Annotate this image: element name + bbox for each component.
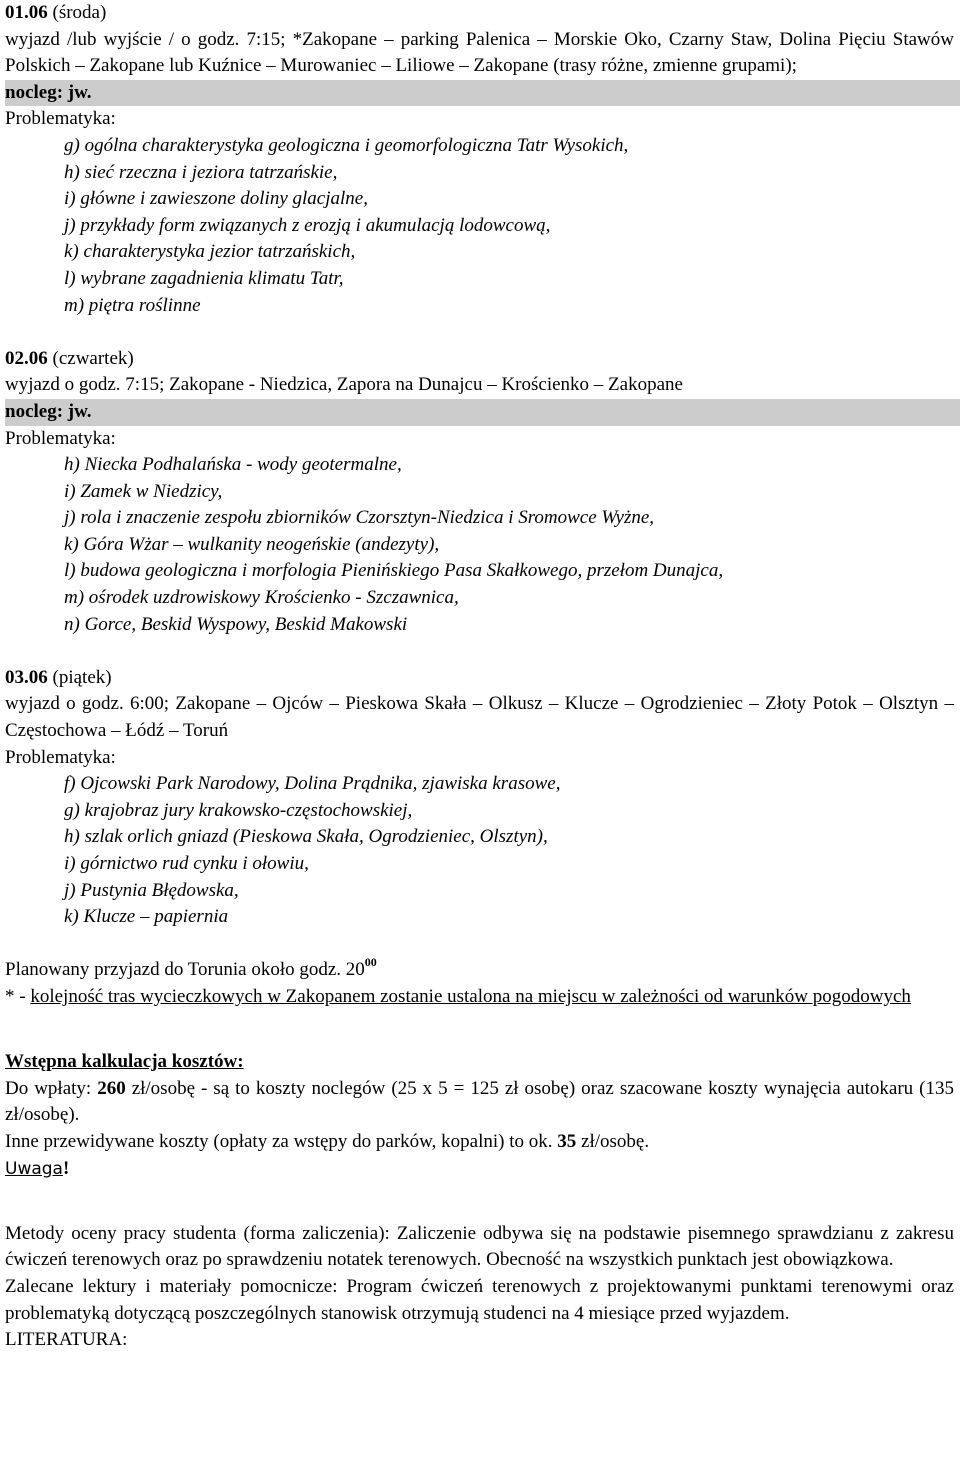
day1-topic-list bbox=[5, 133, 954, 319]
day1-date bbox=[5, 0, 954, 27]
assessment-methods-paragraph: Metody oceny pracy studenta (forma zaliczenia): Zaliczenie odbywa się na podstawie pisemnego sprawdzianu z zakresu ćwiczeń terenowych oraz po sprawdzeniu notatek terenowych. Obecność na wszystkich punktach jest obowiązkowa. bbox=[5, 1222, 954, 1271]
spacer bbox=[5, 1011, 954, 1038]
day1-date-weekday: (środa) bbox=[52, 2, 107, 23]
list-item: h) Niecka Podhalańska - wody geotermalne, bbox=[64, 454, 402, 476]
list-item: k) charakterystyka jezior tatrzańskich, bbox=[64, 241, 356, 263]
list-item: j) rola i znaczenie zespołu zbiorników Czorsztyn-Niedzica i Sromowce Wyżne, bbox=[64, 507, 655, 529]
list-item: m) piętra roślinne bbox=[64, 294, 201, 316]
spacer bbox=[5, 931, 954, 958]
day3-date-number: 03.06 bbox=[5, 666, 48, 688]
list-item: m) ośrodek uzdrowiskowy Krościenko - Szczawnica, bbox=[64, 587, 459, 609]
list-item: h) sieć rzeczna i jeziora tatrzańskie, bbox=[64, 161, 338, 183]
list-item: l) budowa geologiczna i morfologia Pienińskiego Pasa Skałkowego, przełom Dunajca, bbox=[64, 560, 724, 582]
uwaga-exclamation: ! bbox=[62, 1157, 70, 1179]
arrival-time-superscript: 00 bbox=[364, 955, 377, 970]
other-costs-line bbox=[5, 1129, 954, 1156]
literatura-heading: LITERATURA: bbox=[5, 1329, 128, 1351]
list-item: i) Zamek w Niedzicy, bbox=[64, 480, 223, 502]
day1-problematyka-label: Problematyka: bbox=[5, 108, 116, 130]
day2-date-weekday: (czwartek) bbox=[52, 347, 134, 369]
arrival-text: Planowany przyjazd do Torunia około godz. 20 bbox=[5, 959, 365, 981]
list-item: h) szlak orlich gniazd (Pieskowa Skała, Ogrodzieniec, Olsztyn), bbox=[64, 826, 548, 848]
route-order-footnote bbox=[5, 984, 954, 1011]
day2-problematyka-label: Problematyka: bbox=[5, 427, 116, 449]
list-item: l) wybrane zagadnienia klimatu Tatr, bbox=[64, 267, 344, 289]
spacer bbox=[5, 1182, 954, 1209]
other-costs-amount: 35 bbox=[557, 1130, 577, 1152]
list-item: g) ogólna charakterystyka geologiczna i geomorfologiczna Tatr Wysokich, bbox=[64, 134, 629, 156]
costs-heading bbox=[5, 1049, 954, 1076]
list-item: k) Klucze – papiernia bbox=[64, 906, 229, 928]
day2-date bbox=[5, 346, 954, 373]
day2-topic-list bbox=[5, 452, 954, 638]
spacer bbox=[5, 1037, 954, 1049]
list-item: g) krajobraz jury krakowsko-częstochowskiej, bbox=[64, 799, 413, 821]
day3-date bbox=[5, 665, 954, 692]
list-item: k) Góra Wżar – wulkanity neogeńskie (andezyty), bbox=[64, 533, 440, 555]
day3-departure: wyjazd o godz. 6:00; Zakopane – Ojców – Pieskowa Skała – Olkusz – Klucze – Ogrodzieniec – Złoty Potok – Olsztyn – Częstochowa – Łódź – Toruń bbox=[5, 693, 954, 742]
list-item: f) Ojcowski Park Narodowy, Dolina Prądnika, zjawiska krasowe, bbox=[64, 773, 561, 795]
spacer bbox=[5, 319, 954, 346]
day2-lodging: nocleg: jw. bbox=[5, 399, 960, 426]
payment-details: zł/osobę - są to koszty noclegów (25 x 5 = 125 zł osobę) oraz szacowane koszty wynajęcia autokaru (135 zł/osobę). bbox=[5, 1077, 954, 1126]
uwaga-line bbox=[5, 1156, 954, 1183]
payment-paragraph bbox=[5, 1076, 954, 1129]
day1-departure: wyjazd /lub wyjście / o godz. 7:15; *Zakopane – parking Palenica – Morskie Oko, Czarny Staw, Dolina Pięciu Stawów Polskich – Zakopane lub Kuźnice – Murowaniec – Liliowe – Zakopane (trasy różne, zmienne grupami); bbox=[5, 28, 954, 77]
day3-date-weekday: (piątek) bbox=[52, 666, 112, 688]
footnote-text: kolejność tras wycieczkowych w Zakopanem zostanie ustalona na miejscu w zależności od warunków pogodowych bbox=[30, 985, 911, 1007]
list-item: i) główne i zawieszone doliny glacjalne, bbox=[64, 188, 368, 210]
uwaga-label: Uwaga bbox=[5, 1158, 63, 1179]
day3-problematyka-label: Problematyka: bbox=[5, 746, 116, 768]
list-item: i) górnictwo rud cynku i ołowiu, bbox=[64, 853, 309, 874]
list-item: n) Gorce, Beskid Wyspowy, Beskid Makowski bbox=[64, 613, 408, 635]
other-costs-suffix: zł/osobę. bbox=[576, 1130, 650, 1152]
day1-lodging: nocleg: jw. bbox=[5, 80, 960, 107]
costs-heading-text: Wstępna kalkulacja kosztów: bbox=[5, 1051, 244, 1073]
arrival-line bbox=[5, 957, 954, 984]
day1-date-number: 01.06 bbox=[5, 2, 48, 23]
day3-topic-list bbox=[5, 771, 954, 931]
recommended-readings-paragraph: Zalecane lektury i materiały pomocnicze: Program ćwiczeń terenowych z projektowanymi punktami terenowymi oraz problematyką dotyczącą poszczególnych stanowisk otrzymują studenci na 4 miesiące przed wyjazdem. bbox=[5, 1275, 954, 1324]
payment-prefix: Do wpłaty: bbox=[5, 1077, 98, 1099]
spacer bbox=[5, 638, 954, 665]
footnote-star: * - bbox=[5, 985, 31, 1007]
list-item: j) Pustynia Błędowska, bbox=[64, 879, 239, 901]
day2-date-number: 02.06 bbox=[5, 347, 48, 369]
spacer bbox=[5, 1209, 954, 1221]
day2-departure: wyjazd o godz. 7:15; Zakopane - Niedzica, Zapora na Dunajcu – Krościenko – Zakopane bbox=[5, 374, 683, 396]
payment-amount: 260 bbox=[97, 1077, 126, 1099]
list-item: j) przykłady form związanych z erozją i akumulacją lodowcową, bbox=[64, 214, 551, 236]
other-costs-prefix: Inne przewidywane koszty (opłaty za wstępy do parków, kopalni) to ok. bbox=[5, 1130, 558, 1152]
